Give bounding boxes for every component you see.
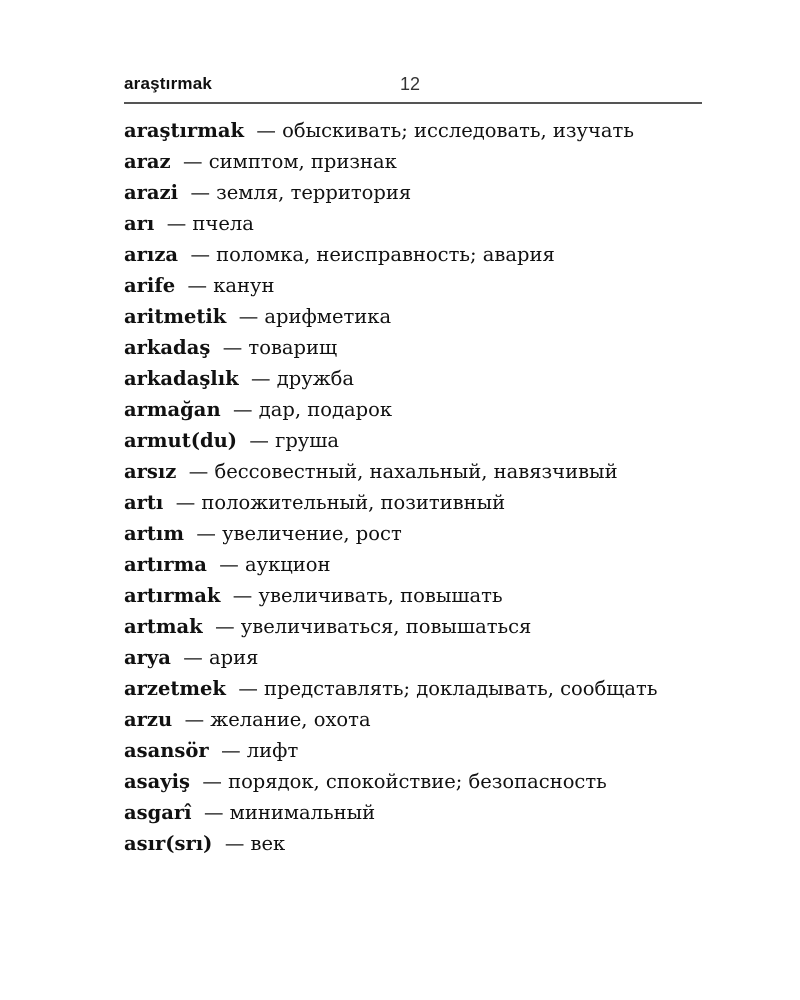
entry-term: artırmak: [124, 584, 221, 607]
entry-term: artmak: [124, 615, 203, 638]
entry-definition: — век: [224, 832, 286, 855]
entry-definition: — симптом, признак: [183, 150, 397, 173]
dictionary-entry: [124, 614, 706, 640]
entry-definition: — пчела: [166, 212, 254, 235]
entry-definition: — поломка, неисправность; авария: [190, 243, 555, 266]
entry-term: armut(du): [124, 429, 237, 452]
dictionary-entry: [124, 645, 706, 671]
entry-definition: — лифт: [221, 739, 299, 762]
entry-definition: — представлять; докладывать, сообщать: [238, 677, 658, 700]
entry-term: arazi: [124, 181, 179, 204]
dictionary-entries: [124, 118, 706, 862]
dictionary-entry: [124, 180, 706, 206]
entry-term: arı: [124, 212, 155, 235]
entry-definition: — минимальный: [203, 801, 376, 824]
dictionary-entry: [124, 211, 706, 237]
dictionary-entry: [124, 118, 706, 144]
dictionary-entry: [124, 831, 706, 857]
dictionary-entry: [124, 397, 706, 423]
entry-definition: — аукцион: [219, 553, 331, 576]
dictionary-entry: [124, 583, 706, 609]
dictionary-entry: [124, 273, 706, 299]
entry-term: arkadaş: [124, 336, 211, 359]
entry-term: asgarî: [124, 801, 192, 824]
entry-definition: — товарищ: [222, 336, 338, 359]
header-headword: araştırmak: [124, 74, 213, 93]
entry-definition: — бессовестный, нахальный, навязчивый: [188, 460, 618, 483]
entry-definition: — дружба: [251, 367, 355, 390]
dictionary-entry: [124, 242, 706, 268]
entry-term: arzu: [124, 708, 173, 731]
entry-definition: — арифметика: [238, 305, 392, 328]
dictionary-entry: [124, 490, 706, 516]
dictionary-entry: [124, 459, 706, 485]
dictionary-entry: [124, 769, 706, 795]
entry-definition: — дар, подарок: [233, 398, 393, 421]
dictionary-entry: [124, 676, 706, 702]
entry-definition: — положительный, позитивный: [175, 491, 506, 514]
entry-definition: — увеличивать, повышать: [232, 584, 503, 607]
entry-term: arsız: [124, 460, 177, 483]
entry-definition: — желание, охота: [184, 708, 371, 731]
entry-definition: — увеличиваться, повышаться: [215, 615, 532, 638]
entry-term: armağan: [124, 398, 221, 421]
dictionary-entry: [124, 366, 706, 392]
entry-definition: — ария: [183, 646, 259, 669]
entry-term: arzetmek: [124, 677, 226, 700]
entry-term: asır(srı): [124, 832, 213, 855]
entry-definition: — груша: [249, 429, 340, 452]
entry-definition: — земля, территория: [190, 181, 412, 204]
entry-term: araştırmak: [124, 119, 244, 142]
entry-term: artım: [124, 522, 184, 545]
dictionary-entry: [124, 738, 706, 764]
page-number: 12: [400, 74, 421, 94]
entry-definition: — увеличение, рост: [196, 522, 402, 545]
dictionary-entry: [124, 335, 706, 361]
running-header: [124, 70, 702, 104]
entry-term: asayiş: [124, 770, 190, 793]
dictionary-entry: [124, 521, 706, 547]
entry-term: araz: [124, 150, 171, 173]
dictionary-entry: [124, 304, 706, 330]
entry-term: artı: [124, 491, 164, 514]
entry-definition: — канун: [187, 274, 275, 297]
dictionary-entry: [124, 552, 706, 578]
entry-term: arya: [124, 646, 171, 669]
entry-term: arkadaşlık: [124, 367, 239, 390]
entry-term: asansör: [124, 739, 209, 762]
dictionary-entry: [124, 800, 706, 826]
dictionary-entry: [124, 428, 706, 454]
entry-term: artırma: [124, 553, 207, 576]
entry-term: aritmetik: [124, 305, 227, 328]
entry-term: arife: [124, 274, 176, 297]
dictionary-entry: [124, 707, 706, 733]
entry-definition: — обыскивать; исследовать, изучать: [256, 119, 634, 142]
entry-term: arıza: [124, 243, 179, 266]
dictionary-entry: [124, 149, 706, 175]
entry-definition: — порядок, спокойствие; безопасность: [202, 770, 607, 793]
